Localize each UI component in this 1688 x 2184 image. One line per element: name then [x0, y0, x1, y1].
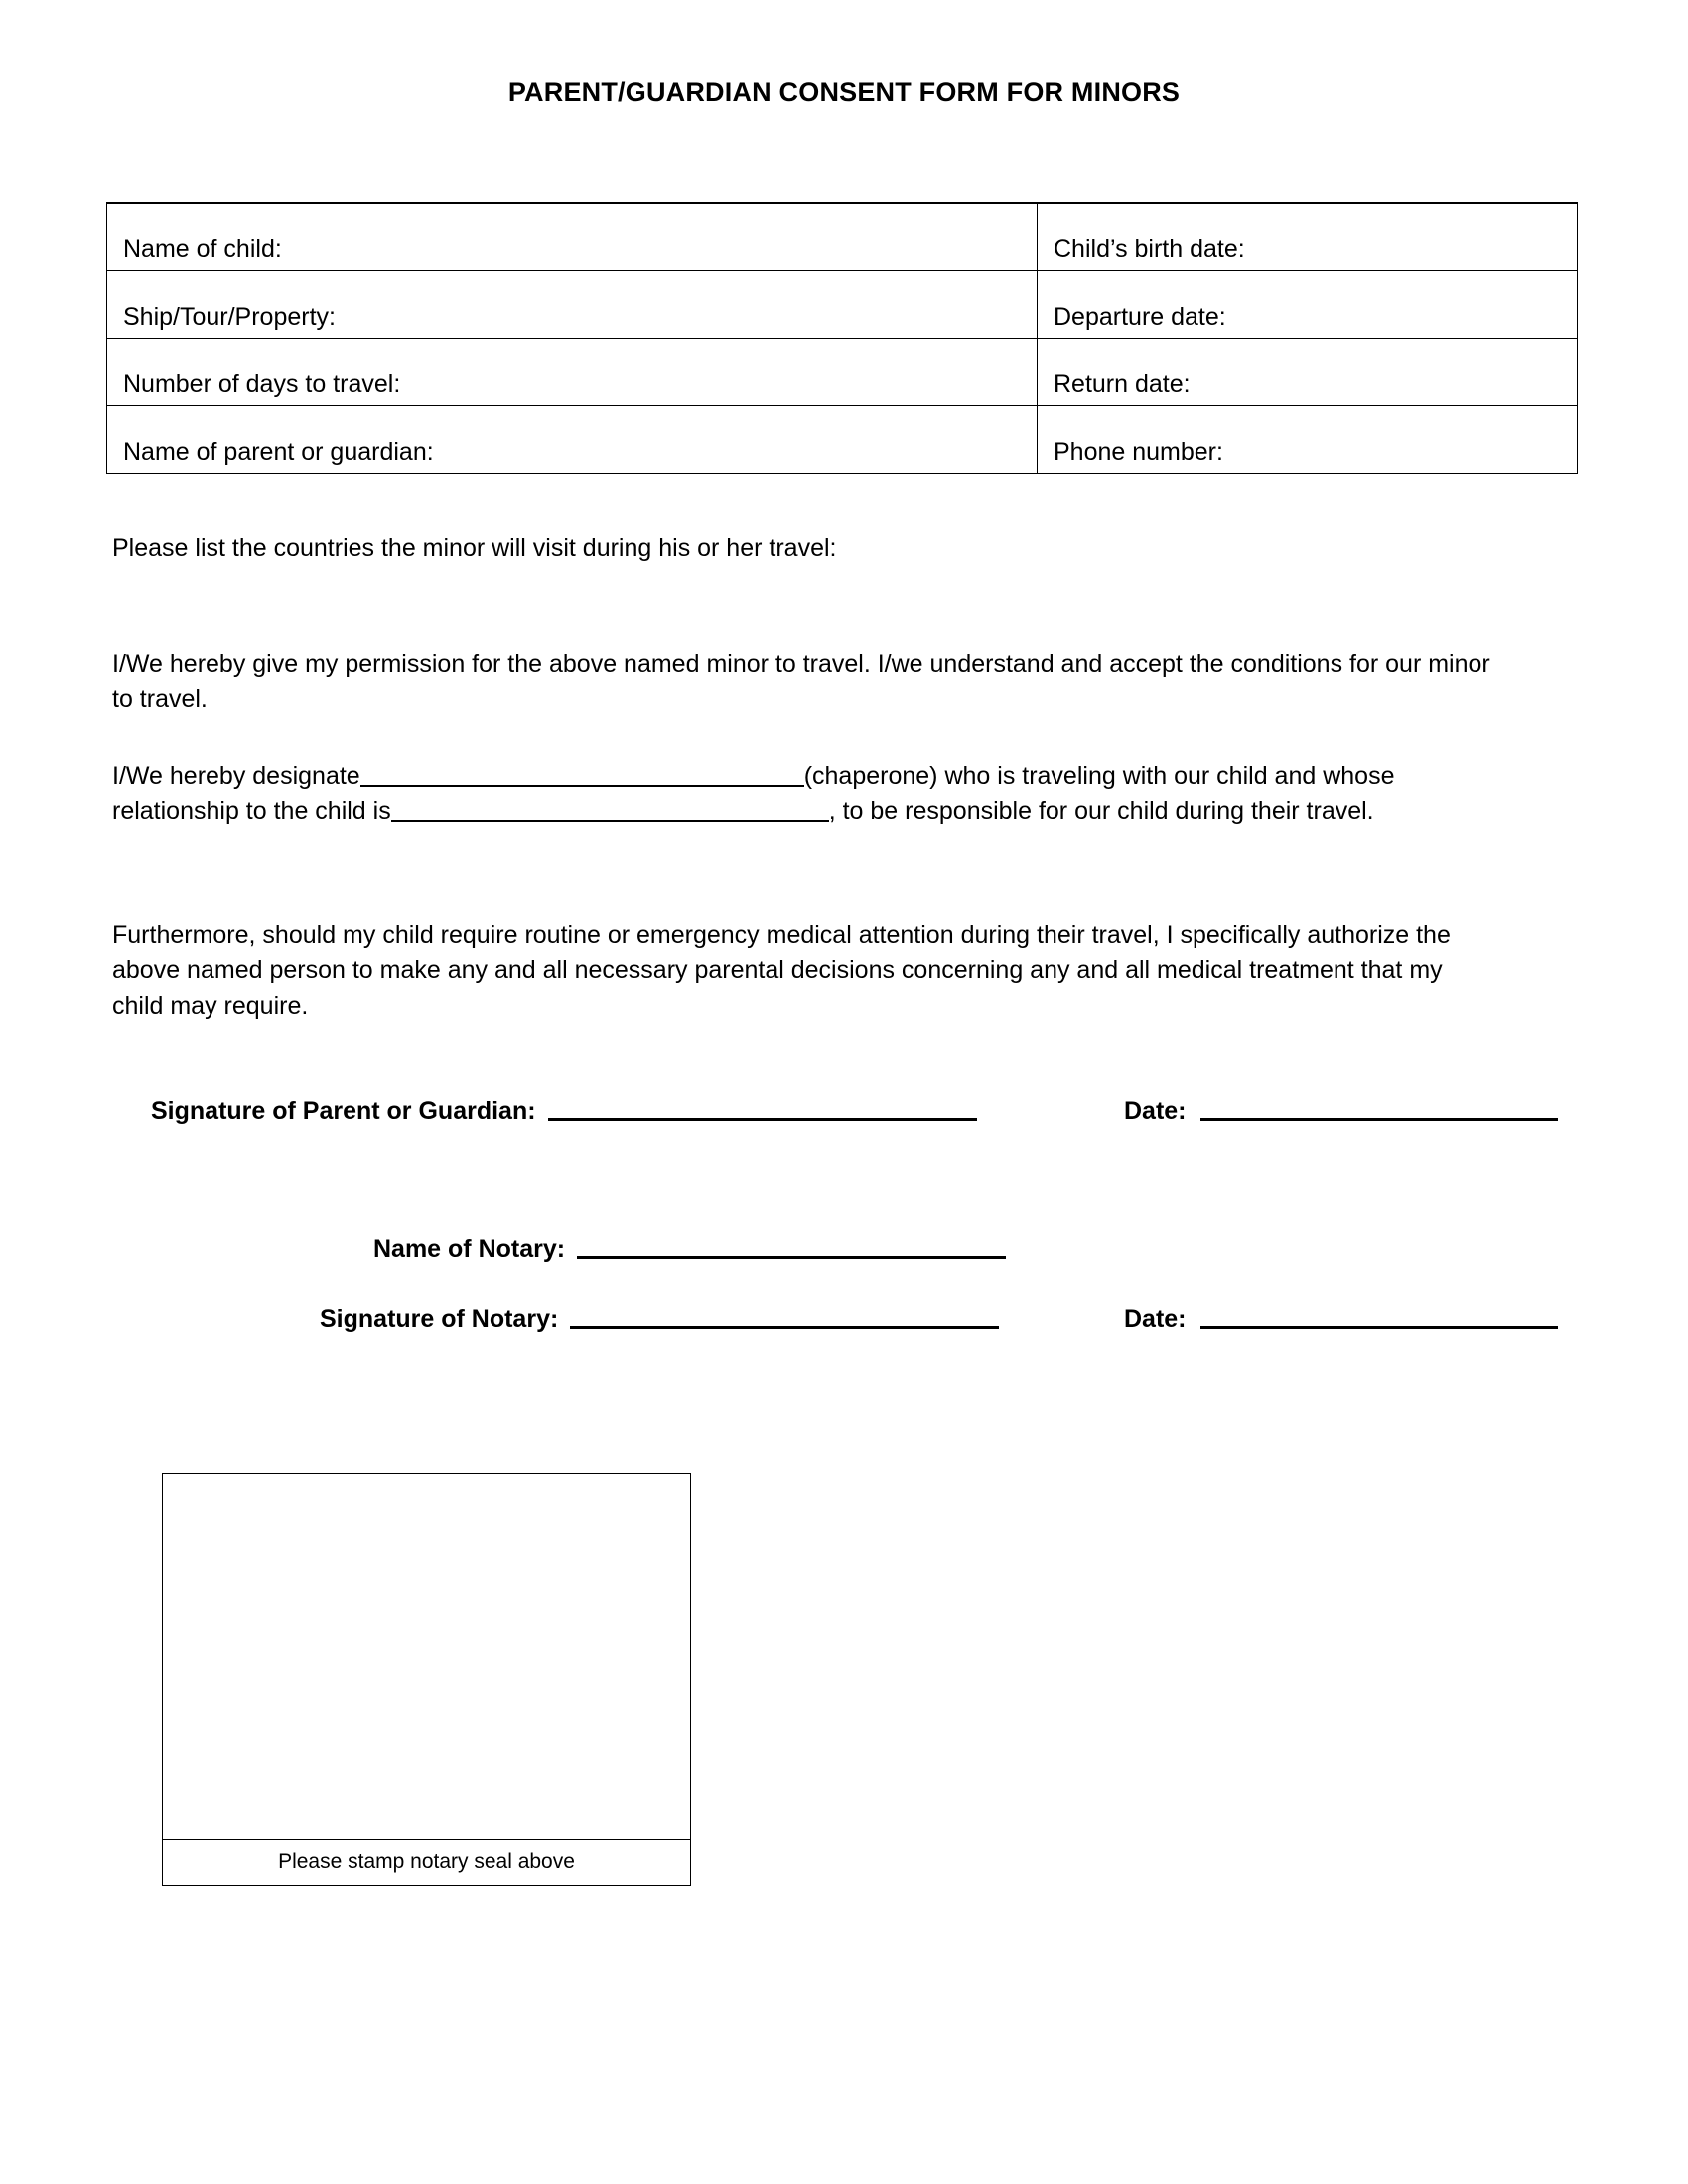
notary-date-blank[interactable] — [1200, 1306, 1558, 1329]
designate-paragraph — [112, 759, 1499, 830]
notary-date-label: Date: — [1124, 1305, 1187, 1333]
parent-signature-row — [151, 1097, 977, 1126]
parent-date-blank[interactable] — [1200, 1098, 1558, 1121]
notary-seal-stamp-area[interactable] — [163, 1474, 690, 1840]
parent-signature-blank[interactable] — [548, 1098, 977, 1121]
permission-paragraph: I/We hereby give my permission for the above named minor to travel. I/we understand and accept the conditions for our minor to travel. — [112, 650, 1490, 714]
relationship-blank[interactable] — [391, 797, 829, 822]
field-label-name-of-child[interactable]: Name of child: — [107, 203, 1038, 271]
table-row — [107, 406, 1578, 474]
field-label-number-of-days[interactable]: Number of days to travel: — [107, 339, 1038, 406]
medical-authorization-paragraph: Furthermore, should my child require routine or emergency medical attention during their travel, I specifically authorize the above named person to make any and all necessary parental decisions concerning any and all medical treatment that my child may require. — [112, 921, 1451, 1020]
field-label-name-of-parent[interactable]: Name of parent or guardian: — [107, 406, 1038, 474]
parent-signature-label: Signature of Parent or Guardian: — [151, 1097, 536, 1125]
parent-date-label: Date: — [1124, 1097, 1187, 1125]
table-row — [107, 339, 1578, 406]
designate-text-part3: , to be responsible for our child during their travel. — [828, 797, 1374, 826]
notary-name-row — [373, 1235, 1006, 1264]
countries-prompt: Please list the countries the minor will visit during his or her travel: — [112, 534, 837, 562]
designate-text-part2: (chaperone) who is traveling with our child and whose relationship to the child is — [112, 762, 1395, 826]
field-label-departure-date[interactable]: Departure date: — [1038, 271, 1578, 339]
parent-date-row — [1124, 1097, 1558, 1126]
table-row — [107, 271, 1578, 339]
notary-seal-caption: Please stamp notary seal above — [278, 1850, 575, 1873]
field-label-ship-tour-property[interactable]: Ship/Tour/Property: — [107, 271, 1038, 339]
field-label-child-birth-date[interactable]: Child’s birth date: — [1038, 203, 1578, 271]
child-information-table — [106, 202, 1578, 474]
table-row — [107, 203, 1578, 271]
field-label-return-date[interactable]: Return date: — [1038, 339, 1578, 406]
notary-signature-row — [320, 1305, 999, 1334]
notary-name-blank[interactable] — [577, 1236, 1006, 1259]
notary-date-row — [1124, 1305, 1558, 1334]
chaperone-name-blank[interactable] — [360, 762, 804, 787]
notary-seal-box — [162, 1473, 691, 1886]
designate-text-part1: I/We hereby designate — [112, 762, 360, 790]
notary-signature-label: Signature of Notary: — [320, 1305, 559, 1333]
notary-name-label: Name of Notary: — [373, 1235, 566, 1263]
field-label-phone-number[interactable]: Phone number: — [1038, 406, 1578, 474]
notary-signature-blank[interactable] — [570, 1306, 999, 1329]
page-title: PARENT/GUARDIAN CONSENT FORM FOR MINORS — [507, 77, 1181, 107]
